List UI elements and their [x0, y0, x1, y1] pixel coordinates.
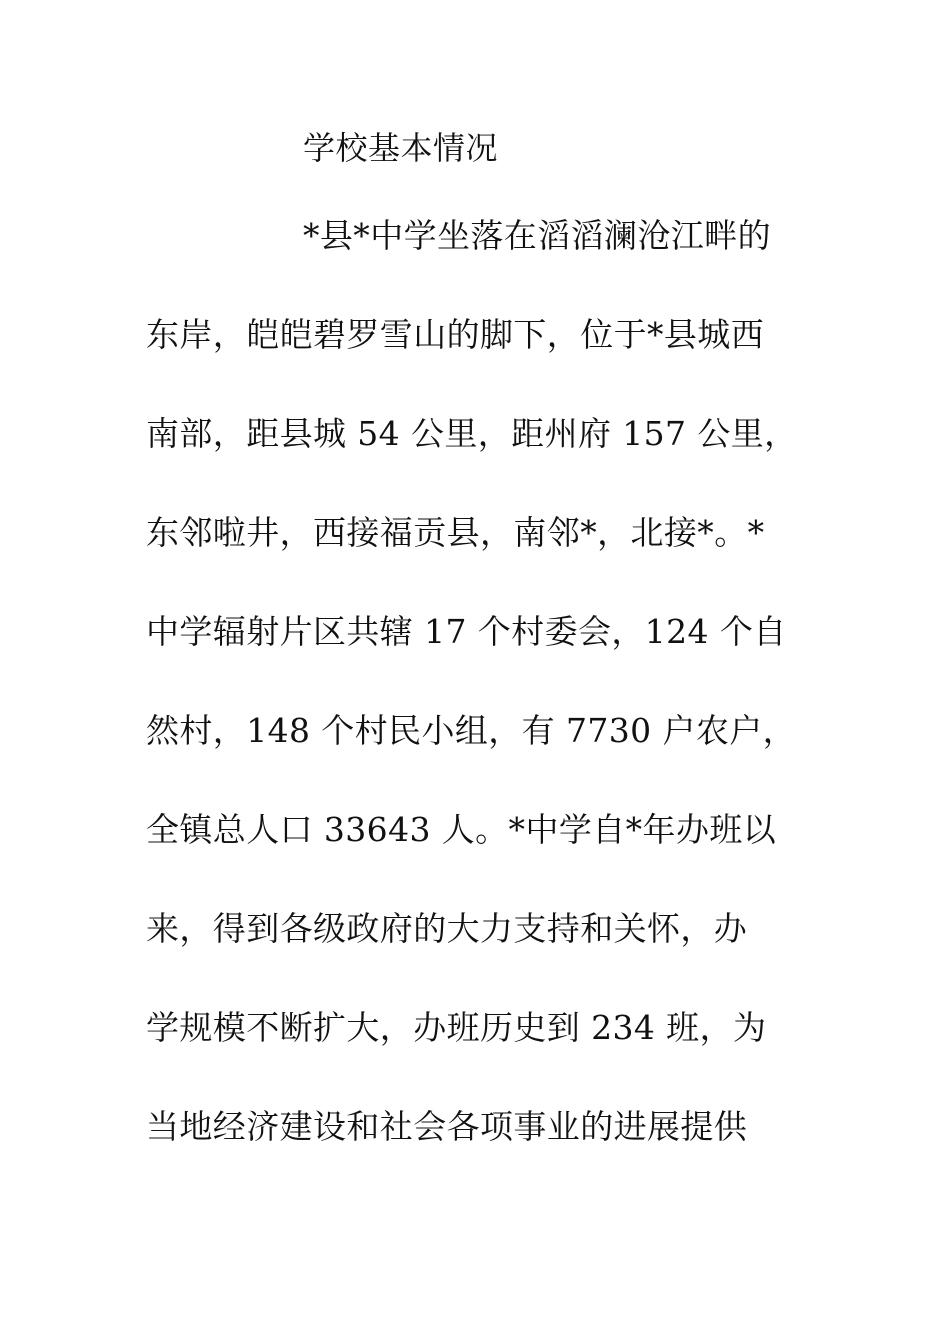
paragraph-line: *县*中学坐落在滔滔澜沧江畔的 [303, 216, 771, 255]
paragraph-line: 然村，148 个村民小组，有 7730 户农户， [146, 711, 797, 750]
paragraph-line: 全镇总人口 33643 人。*中学自*年办班以 [146, 810, 777, 849]
document-title: 学校基本情况 [303, 129, 499, 167]
paragraph-line: 当地经济建设和社会各项事业的进展提供 [146, 1107, 748, 1146]
paragraph-line: 南部，距县城 54 公里，距州府 157 公里， [146, 414, 798, 453]
paragraph-line: 东邻啦井，西接福贡县，南邻*，北接*。* [146, 513, 765, 552]
paragraph-line: 东岸，皑皑碧罗雪山的脚下，位于*县城西 [146, 315, 765, 354]
paragraph-line: 学规模不断扩大，办班历史到 234 班，为 [146, 1008, 767, 1047]
paragraph-line: 中学辐射片区共辖 17 个村委会，124 个自 [146, 612, 787, 651]
document-body [146, 212, 816, 1202]
paragraph-line: 来，得到各级政府的大力支持和关怀，办 [146, 909, 748, 948]
